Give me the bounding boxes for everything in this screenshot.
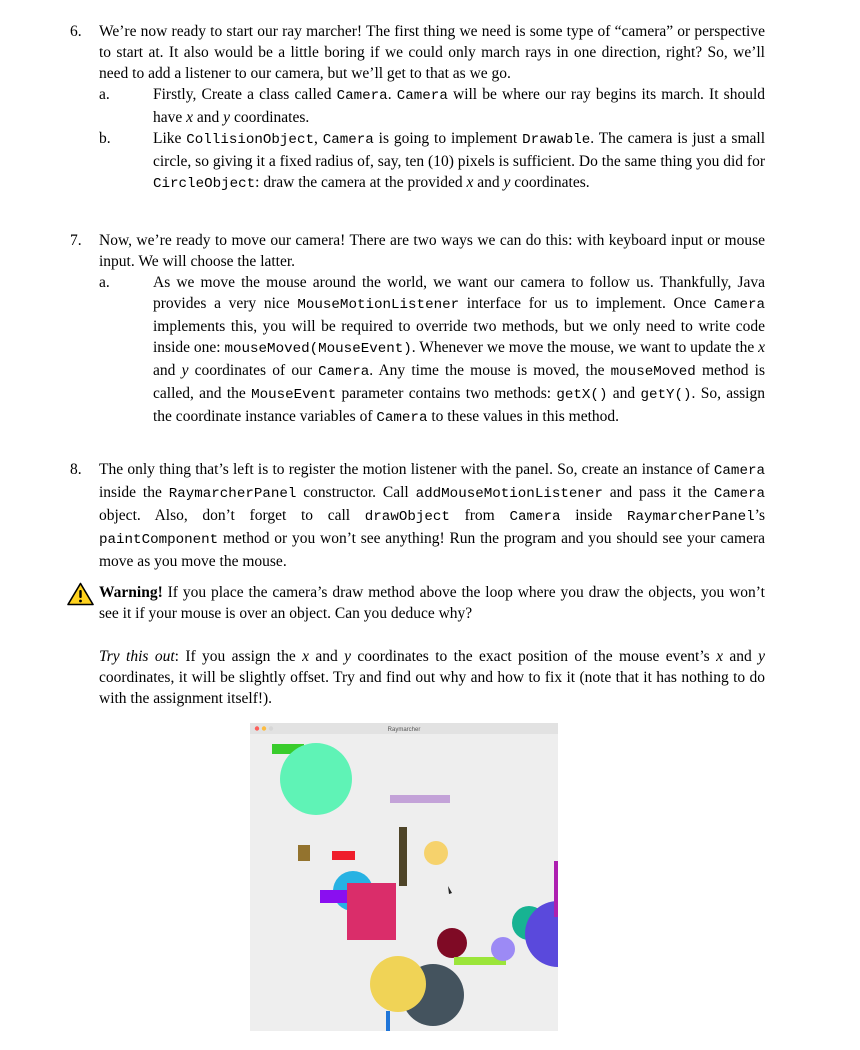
maroon-circle	[437, 928, 467, 958]
step-6b-text: Like CollisionObject, Camera is going to implement Drawable. The camera is just a small circle, so giving it a fixed radius of, say, ten (10) pixels is sufficient. Do the same thing you did for CircleObject: draw the camera at the provided x and y coordinates.	[153, 130, 766, 192]
mint-circle	[280, 743, 352, 815]
pink-square	[347, 883, 396, 940]
substep-letter: a.	[99, 86, 110, 103]
warning-note	[67, 582, 765, 624]
step-7-text: Now, we’re ready to move our camera! There are two ways we can do this: with keyboard input or mouse input. We will choose the latter.	[99, 232, 765, 270]
step-7a-text: As we move the mouse around the world, we want our camera to follow us. Thankfully, Java provides a very nice MouseMotionListener interface for us to implement. Once Camera implements this, you will be required to override two methods, but we only need to write code inside one: mouseMoved(MouseEvent). Whenever we move the mouse, we want to update the x and y coordinates of our Camera. Any time the mouse is moved, the mouseMoved method is called, and the MouseEvent parameter contains two methods: getX() and getY(). So, assign the coordinate instance variables of Camera to these values in this method.	[153, 274, 765, 426]
zoom-dot-icon	[269, 726, 273, 730]
step-number: 6.	[70, 23, 82, 40]
step-8-text: The only thing that’s left is to register the motion listener with the panel. So, create an instance of Camera inside the RaymarcherPanel constructor. Call addMouseMotionListener and pass it the Camera object. Also, don’t forget to call drawObject from Camera inside RaymarcherPanel’s paintComponent method or you won’t see anything! Run the program and you should see your camera move as you move the mouse.	[99, 461, 766, 570]
step-6b	[99, 128, 766, 195]
step-7a	[99, 272, 765, 429]
red-rect	[332, 851, 355, 860]
yellow-dot	[424, 841, 448, 865]
blue-line	[386, 1011, 390, 1031]
step-8	[70, 459, 765, 572]
step-6	[70, 21, 765, 195]
olive-bar	[399, 827, 407, 886]
gold-circle	[370, 956, 426, 1012]
step-6a	[99, 84, 766, 128]
step-number: 8.	[70, 461, 82, 478]
substep-letter: b.	[99, 130, 111, 147]
raymarcher-canvas	[250, 723, 558, 1031]
raymarcher-window-screenshot	[250, 723, 558, 1031]
substep-letter: a.	[99, 274, 110, 291]
try-this-out-note: Try this out: If you assign the x and y coordinates to the exact position of the mouse event’s x and y coordinates, it will be slightly offset. Try and find out why and how to fix it (note that it has nothing to do with the assignment itself!).	[99, 648, 765, 707]
warning-text: Warning! If you place the camera’s draw method above the loop where you draw the objects, you won’t see it if your mouse is over an object. Can you deduce why?	[99, 584, 765, 622]
magenta-bar	[554, 861, 558, 917]
window-title: Raymarcher	[387, 727, 421, 733]
lavender-rect	[390, 795, 450, 803]
warning-triangle-icon	[67, 582, 94, 606]
try-label: Try this out	[99, 648, 175, 665]
close-dot-icon	[255, 726, 259, 730]
brown-rect	[298, 845, 310, 861]
step-6a-text: Firstly, Create a class called Camera. Camera will be where our ray begins its march. It should have x and y coordinates.	[153, 86, 766, 126]
minimize-dot-icon	[262, 726, 266, 730]
step-6-text: We’re now ready to start our ray marcher! The first thing we need is some type of “camera” or perspective to start at. It also would be a little boring if we could only march rays in one direction, right? So, we’ll need to add a listener to our camera, but we’ll get to that as we go.	[99, 23, 765, 82]
step-7	[70, 230, 765, 429]
step-number: 7.	[70, 232, 82, 249]
warning-label: Warning!	[99, 584, 163, 601]
lilac-circle	[491, 937, 515, 961]
